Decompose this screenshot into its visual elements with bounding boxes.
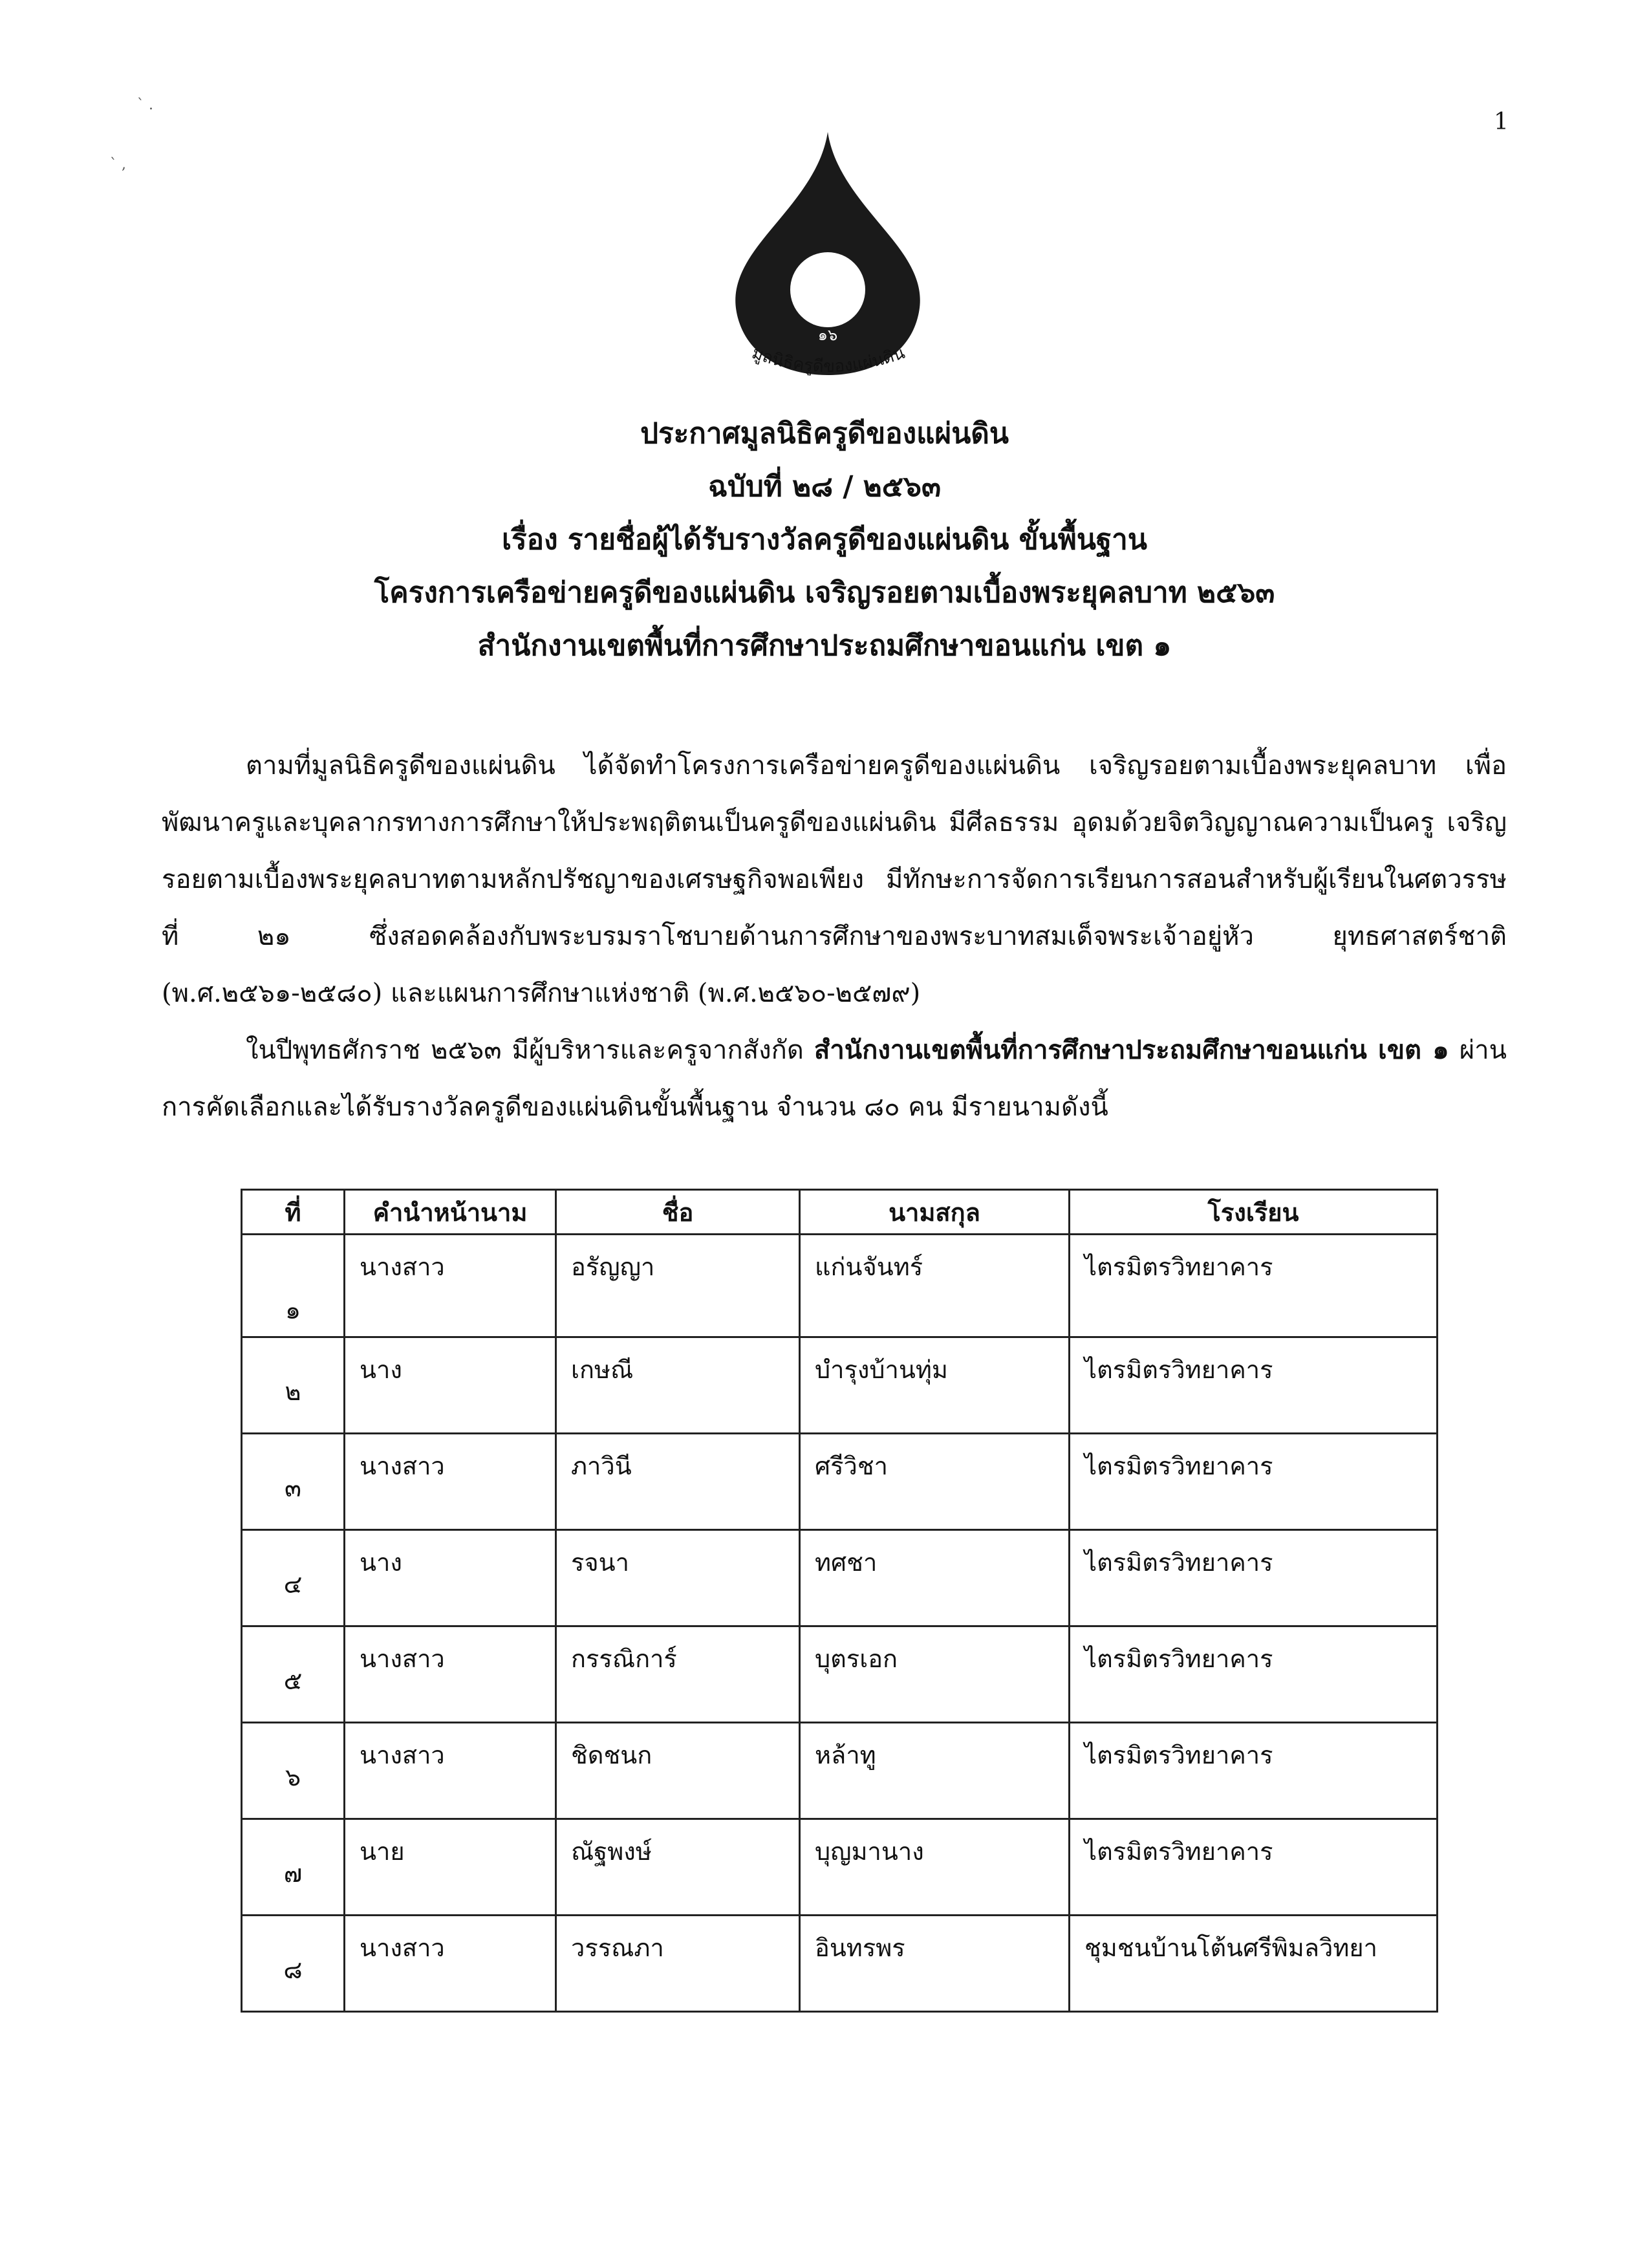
logo-caption: มูลนิธิครูดีของแผ่นดิน [749,343,908,377]
row-first-name: ชิดชนก [556,1723,800,1819]
header-school: โรงเรียน [1070,1190,1438,1235]
header-project: โครงการเครือข่ายครูดีของแผ่นดิน เจริญรอยตามเบื้องพระยุคลบาท ๒๕๖๓ [374,576,1275,609]
drop-logo-icon [724,129,931,382]
table-row [242,1235,1438,1337]
row-number: ๗ [242,1819,345,1916]
row-last-name: แก่นจันทร์ [800,1235,1070,1337]
drop-logo-hole [790,252,865,327]
row-prefix: นางสาว [345,1434,556,1530]
row-first-name: รจนา [556,1530,800,1626]
row-first-name: วรรณภา [556,1916,800,2012]
header-subject: เรื่อง รายชื่อผู้ได้รับรางวัลครูดีของแผ่นดิน ขั้นพื้นฐาน [502,523,1147,556]
table-header-row [242,1190,1438,1235]
row-last-name: ทศชา [800,1530,1070,1626]
row-number: ๒ [242,1337,345,1434]
row-prefix: นางสาว [345,1723,556,1819]
row-first-name: ณัฐพงษ์ [556,1819,800,1916]
row-last-name: บุญมานาง [800,1819,1070,1916]
row-number: ๓ [242,1434,345,1530]
scan-speck: ` , [110,157,126,173]
row-last-name: อินทรพร [800,1916,1070,2012]
row-school: ไตรมิตรวิทยาคาร [1070,1723,1438,1819]
row-first-name: เกษณี [556,1337,800,1434]
table-row [242,1819,1438,1916]
row-prefix: นาง [345,1337,556,1434]
row-school: ไตรมิตรวิทยาคาร [1070,1235,1438,1337]
header-prefix: คำนำหน้านาม [345,1190,556,1235]
row-prefix: นางสาว [345,1626,556,1723]
row-number: ๕ [242,1626,345,1723]
table-row [242,1916,1438,2012]
row-school: ชุมชนบ้านโต้นศรีพิมลวิทยา [1070,1916,1438,2012]
row-number: ๑ [242,1235,345,1337]
row-number: ๔ [242,1530,345,1626]
row-school: ไตรมิตรวิทยาคาร [1070,1626,1438,1723]
row-prefix: นาง [345,1530,556,1626]
row-last-name: หล้าทู [800,1723,1070,1819]
header-no: ที่ [242,1190,345,1235]
drop-logo-mark: ๑๖ [817,326,838,344]
row-prefix: นาย [345,1819,556,1916]
announcement-body [162,737,1507,1136]
row-number: ๖ [242,1723,345,1819]
row-first-name: กรรณิการ์ [556,1626,800,1723]
awardee-table [241,1189,1438,2013]
row-prefix: นางสาว [345,1916,556,2012]
row-first-name: ภาวินี [556,1434,800,1530]
row-last-name: ศรีวิชา [800,1434,1070,1530]
page-number: 1 [1494,109,1509,135]
row-prefix: นางสาว [345,1235,556,1337]
row-last-name: บำรุงบ้านทุ่ม [800,1337,1070,1434]
header-first-name: ชื่อ [556,1190,800,1235]
header-office: สำนักงานเขตพื้นที่การศึกษาประถมศึกษาขอนแก่น เขต ๑ [477,629,1172,662]
office-name-bold: สำนักงานเขตพื้นที่การศึกษาประถมศึกษาขอนแก่น เขต ๑ [814,1035,1449,1065]
table-row [242,1723,1438,1819]
header-title: ประกาศมูลนิธิครูดีของแผ่นดิน [640,417,1009,450]
row-last-name: บุตรเอก [800,1626,1070,1723]
table-row [242,1337,1438,1434]
row-number: ๘ [242,1916,345,2012]
row-school: ไตรมิตรวิทยาคาร [1070,1530,1438,1626]
announcement-header [0,407,1649,673]
row-first-name: อรัญญา [556,1235,800,1337]
body-paragraph-2: ในปีพุทธศักราช ๒๕๖๓ มีผู้บริหารและครูจากสังกัด สำนักงานเขตพื้นที่การศึกษาประถมศึกษาขอนแก่น เขต ๑ ผ่านการคัดเลือกและได้รับรางวัลครูดีของแผ่นดินขั้นพื้นฐาน จำนวน ๘๐ คน มีรายนามดังนี้ [162,1035,1507,1122]
header-last-name: นามสกุล [800,1190,1070,1235]
body-paragraph-1: ตามที่มูลนิธิครูดีของแผ่นดิน ได้จัดทำโครงการเครือข่ายครูดีของแผ่นดิน เจริญรอยตามเบื้องพระยุคลบาท เพื่อพัฒนาครูและบุคลากรทางการศึกษาให้ประพฤติตนเป็นครูดีของแผ่นดิน มีศีลธรรม อุดมด้วยจิตวิญญาณความเป็นครู เจริญรอยตามเบื้องพระยุคลบาทตามหลักปรัชญาของเศรษฐกิจพอเพียง มีทักษะการจัดการเรียนการสอนสำหรับผู้เรียนในศตวรรษที่ ๒๑ ซึ่งสอดคล้องกับพระบรมราโชบายด้านการศึกษาของพระบาทสมเด็จพระเจ้าอยู่หัว ยุทธศาสตร์ชาติ (พ.ศ.๒๕๖๑-๒๕๘๐) และแผนการศึกษาแห่งชาติ (พ.ศ.๒๕๖๐-๒๕๗๙) [162,751,1507,1008]
row-school: ไตรมิตรวิทยาคาร [1070,1434,1438,1530]
table-row [242,1530,1438,1626]
table-row [242,1626,1438,1723]
header-issue-number: ฉบับที่ ๒๘ / ๒๕๖๓ [707,470,942,503]
scan-speck: ` . [137,97,153,113]
table-row [242,1434,1438,1530]
row-school: ไตรมิตรวิทยาคาร [1070,1819,1438,1916]
row-school: ไตรมิตรวิทยาคาร [1070,1337,1438,1434]
